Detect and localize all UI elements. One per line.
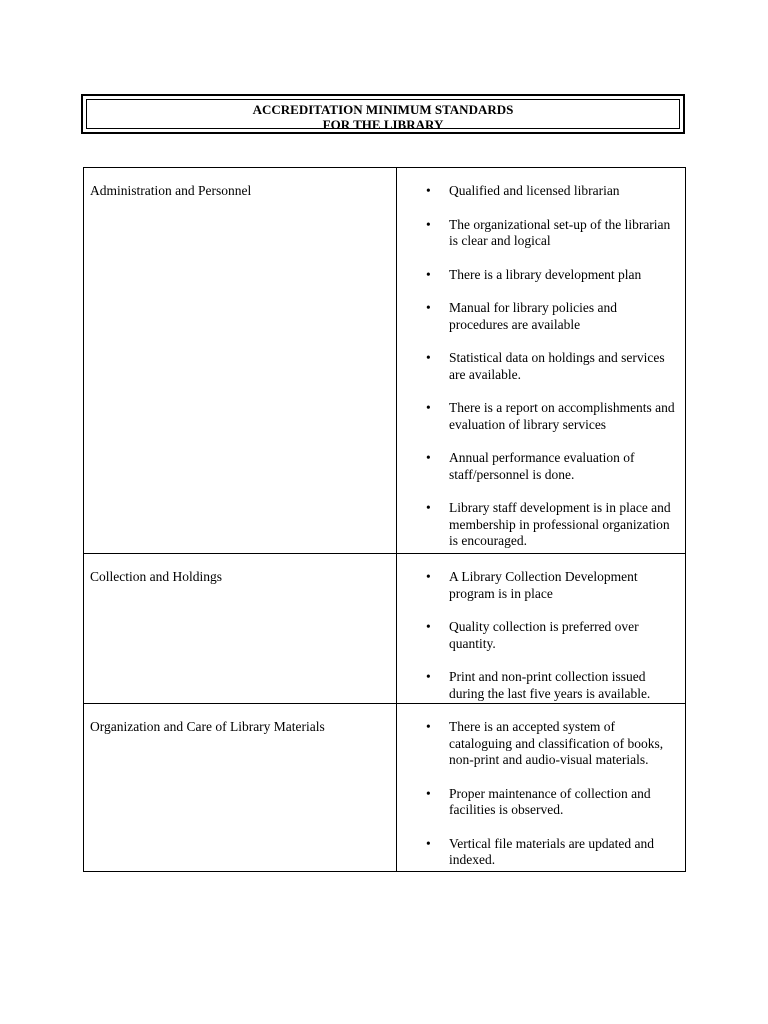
criteria-cell	[397, 554, 686, 704]
bullet-icon: •	[426, 300, 431, 315]
criteria-item	[421, 669, 677, 702]
bullet-icon: •	[426, 569, 431, 584]
bullet-icon: •	[426, 183, 431, 198]
area-label: Organization and Care of Library Materials	[90, 719, 325, 734]
bullet-icon: •	[426, 835, 431, 851]
criteria-list	[421, 183, 677, 550]
criteria-item	[421, 217, 677, 250]
criteria-text: Vertical file materials are updated and indexed.	[449, 835, 655, 867]
document-title	[86, 99, 680, 132]
criteria-text: Annual performance evaluation of staff/personnel is done.	[449, 450, 635, 482]
standards-table	[83, 167, 686, 872]
criteria-item	[421, 183, 677, 200]
bullet-icon: •	[426, 785, 431, 801]
criteria-item	[421, 267, 677, 284]
criteria-list	[421, 719, 677, 869]
criteria-list	[421, 569, 677, 702]
area-label: Administration and Personnel	[90, 183, 252, 198]
criteria-cell	[397, 704, 686, 872]
criteria-item	[421, 786, 677, 819]
area-cell	[84, 704, 397, 872]
criteria-item	[421, 569, 677, 602]
bullet-icon: •	[426, 619, 431, 634]
bullet-icon: •	[426, 350, 431, 365]
bullet-icon: •	[426, 266, 431, 282]
area-cell	[84, 554, 397, 704]
criteria-item	[421, 350, 677, 383]
standards-row	[84, 168, 686, 554]
area-label: Collection and Holdings	[90, 569, 222, 584]
bullet-icon: •	[426, 400, 431, 415]
title-line-2: FOR THE LIBRARY	[322, 117, 444, 132]
criteria-text: There is an accepted system of cataloguing and classification of books, non-print and audio-visual materials.	[449, 719, 664, 767]
area-cell	[84, 168, 397, 554]
bullet-icon: •	[426, 216, 431, 232]
standards-row	[84, 704, 686, 872]
criteria-text: Manual for library policies and procedures are available	[449, 300, 617, 332]
criteria-item	[421, 400, 677, 433]
criteria-text: There is a report on accomplishments and evaluation of library services	[449, 400, 675, 432]
criteria-text: Print and non-print collection issued during the last five years is available.	[449, 669, 651, 701]
criteria-text: Statistical data on holdings and services are available.	[449, 350, 665, 382]
criteria-text: Quality collection is preferred over quantity.	[449, 619, 639, 651]
criteria-item	[421, 719, 677, 769]
document-title-box	[81, 94, 685, 134]
criteria-text: Library staff development is in place and membership in professional organization is encouraged.	[449, 500, 671, 548]
criteria-text: A Library Collection Development program is in place	[449, 569, 638, 601]
bullet-icon: •	[426, 450, 431, 465]
bullet-icon: •	[426, 500, 431, 515]
criteria-text: The organizational set-up of the librarian is clear and logical	[449, 216, 671, 248]
title-line-1: ACCREDITATION MINIMUM STANDARDS	[252, 102, 514, 117]
criteria-item	[421, 836, 677, 869]
criteria-text: There is a library development plan	[449, 266, 642, 282]
criteria-item	[421, 300, 677, 333]
bullet-icon: •	[426, 669, 431, 684]
bullet-icon: •	[426, 719, 431, 734]
standards-row	[84, 554, 686, 704]
criteria-item	[421, 619, 677, 652]
criteria-item	[421, 450, 677, 483]
criteria-cell	[397, 168, 686, 554]
criteria-text: Proper maintenance of collection and facilities is observed.	[449, 785, 651, 817]
criteria-item	[421, 500, 677, 550]
criteria-text: Qualified and licensed librarian	[449, 183, 620, 198]
standards-table-body	[84, 168, 686, 872]
